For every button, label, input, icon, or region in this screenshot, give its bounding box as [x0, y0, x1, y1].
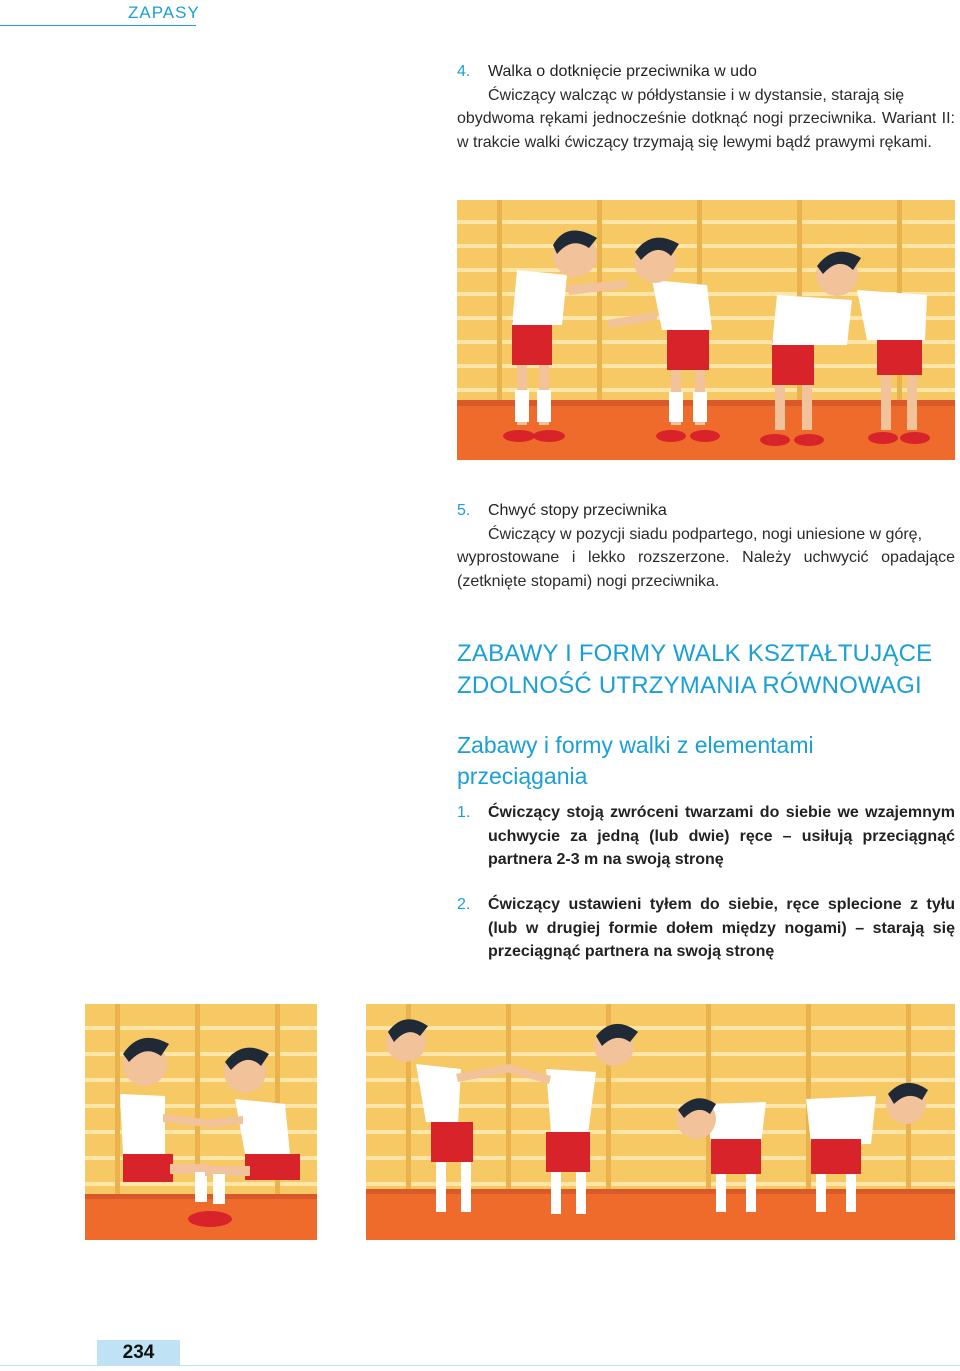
section-heading [457, 638, 957, 702]
exercise-5-number: 5. [457, 502, 471, 519]
exercise-5-title [457, 499, 955, 523]
page-number: 234 [97, 1340, 180, 1366]
exercise-4-body: obydwoma rękami jednocześnie dotknąć nogi przeciwnika. Wariant II: w trakcie walki ćwiczący trzymają się lewymi bądź prawymi rękami. [457, 110, 955, 151]
exercise-5-heading: Chwyć stopy przeciwnika [488, 502, 667, 519]
exercise-4-number: 4. [457, 63, 471, 80]
list-item [457, 893, 955, 964]
exercise-5-line1: Ćwiczący w pozycji siadu podpartego, nogi uniesione w górę, [488, 525, 923, 543]
exercise-4-line1: Ćwiczący walcząc w półdystansie i w dystansie, starają się [488, 86, 905, 104]
header-rule [0, 25, 196, 26]
exercise-4-heading: Walka o dotknięcie przeciwnika w udo [488, 63, 757, 80]
exercise-5 [457, 499, 955, 593]
list-item-text: Ćwiczący ustawieni tyłem do siebie, ręce splecione z tyłu (lub w drugiej formie dołem między nogami) – starają się przeciągnąć partnera na swoją stronę [488, 896, 955, 960]
running-header [0, 0, 960, 26]
subsection-heading [457, 730, 957, 792]
list-item [457, 801, 955, 872]
pulling-tug-illustration [366, 1004, 955, 1240]
section-heading-line1: ZABAWY I FORMY WALK KSZTAŁTUJĄCE [457, 640, 933, 667]
section-heading-line2: ZDOLNOŚĆ UTRZYMANIA RÓWNOWAGI [457, 672, 922, 699]
subsection-heading-line1: Zabawy i formy walki z elementami [457, 732, 814, 758]
list-item-text: Ćwiczący stoją zwróceni twarzami do siebie we wzajemnym uchwycie za jedną (lub dwie) ręce – usiłują przeciągnąć partnera 2-3 m na swoją stronę [488, 804, 955, 868]
list-item-number: 2. [457, 896, 471, 913]
seated-feet-grab-illustration [85, 1004, 317, 1240]
subsection-heading-line2: przeciągania [457, 763, 588, 789]
exercise-4-title [457, 60, 955, 84]
wrestlers-thigh-touch-illustration [457, 200, 955, 460]
exercise-5-body: wyprostowane i lekko rozszerzone. Należy uchwycić opadające (zetknięte stopami) nogi przeciwnika. [457, 549, 955, 590]
chapter-label: ZAPASY [128, 3, 200, 22]
list-item-number: 1. [457, 804, 471, 821]
exercise-4 [457, 60, 955, 154]
